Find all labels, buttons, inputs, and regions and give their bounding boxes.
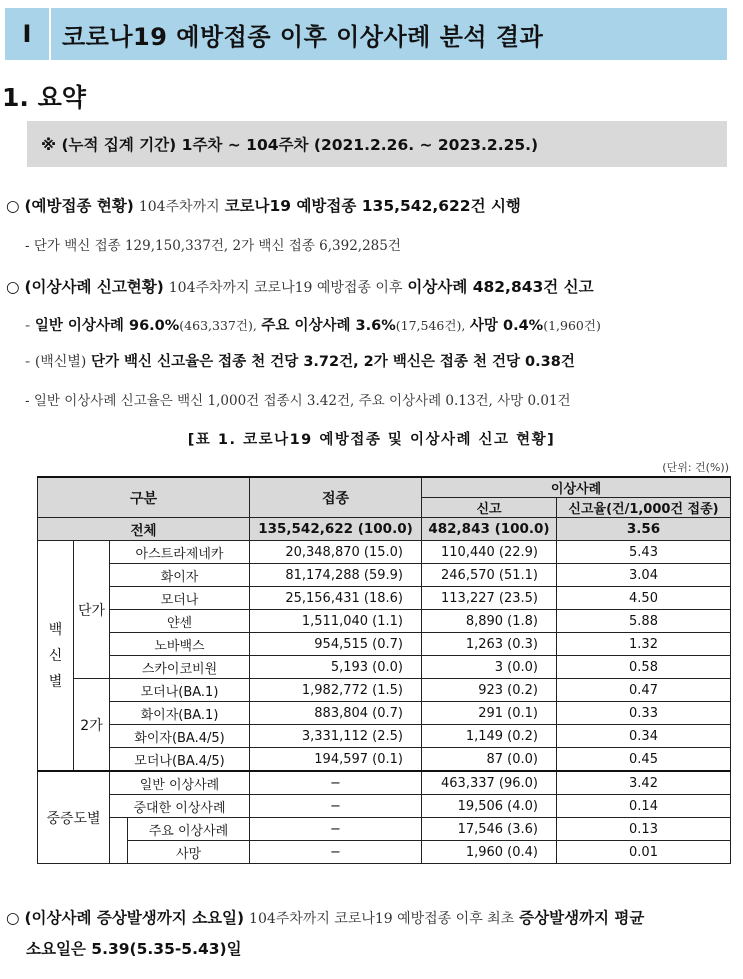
- table-row: [38, 610, 731, 633]
- vaccination-cell: −: [250, 771, 422, 795]
- rate-cell: 1.32: [557, 633, 731, 656]
- report-cell: 17,546 (3.6): [422, 818, 557, 841]
- rate-cell: 0.14: [557, 795, 731, 818]
- general-rate-line: - 일반 이상사례 신고율은 백신 1,000건 접종시 3.42건, 주요 이상사례 0.13건, 사망 0.01건: [25, 393, 571, 409]
- para-label: (이상사례 신고현황): [24, 278, 164, 296]
- report-cell: 246,570 (51.1): [422, 564, 557, 587]
- group-monovalent: 단가: [74, 541, 110, 679]
- general-ae-pct: 일반 이상사례 96.0%: [34, 318, 180, 334]
- rate-cell: 5.43: [557, 541, 731, 564]
- para-mid: 104주차까지 코로나19 예방접종 이후: [168, 280, 403, 296]
- vaccination-cell: 5,193 (0.0): [250, 656, 422, 679]
- period-text: ※ (누적 집계 기간) 1주차 ~ 104주차 (2021.2.26. ~ 2023.2.25.): [41, 136, 539, 154]
- vaccine-rate-line: [25, 350, 575, 371]
- report-cell: 3 (0.0): [422, 656, 557, 679]
- vaccination-cell: 1,982,772 (1.5): [250, 679, 422, 702]
- vaccination-cell: 1,511,040 (1.1): [250, 610, 422, 633]
- total-vaccination: 135,542,622 (100.0): [250, 518, 422, 541]
- death-count: (1,960건): [543, 318, 601, 333]
- table-row: [38, 725, 731, 748]
- table-caption: [표 1. 코로나19 예방접종 및 이상사례 신고 현황]: [187, 432, 556, 448]
- vaccination-status-paragraph: [6, 194, 521, 216]
- dash: -: [25, 318, 31, 334]
- ae-breakdown-line: [25, 314, 601, 335]
- report-cell: 1,149 (0.2): [422, 725, 557, 748]
- para-main: 이상사례 482,843건 신고: [407, 278, 594, 296]
- table-unit: (단위: 건(%)): [662, 461, 729, 474]
- rate-cell: 5.88: [557, 610, 731, 633]
- table-row: [38, 587, 731, 610]
- rate-cell: 0.58: [557, 656, 731, 679]
- table-row: [38, 564, 731, 587]
- indent-cell: [110, 818, 128, 864]
- vaccination-cell: −: [250, 795, 422, 818]
- vaccination-cell: 883,804 (0.7): [250, 702, 422, 725]
- table-row: [38, 795, 731, 818]
- vaccine-rate-main: 단가 백신 신고율은 접종 천 건당 3.72건, 2가 백신은 접종 천 건당 0.38건: [90, 354, 575, 370]
- header-report: 신고: [422, 498, 557, 518]
- para-main-2: 소요일은 5.39(5.35-5.43)일: [26, 940, 242, 958]
- rate-cell: 0.01: [557, 841, 731, 864]
- major-ae-pct: 주요 이상사례 3.6%: [261, 318, 396, 334]
- table-row: [38, 841, 731, 864]
- vaccine-name: 화이자(BA.1): [110, 702, 250, 725]
- vaccine-name: 화이자(BA.4/5): [110, 725, 250, 748]
- major-ae-count: (17,546건),: [395, 318, 466, 333]
- ae-report-paragraph: [6, 275, 594, 297]
- vaccination-cell: 3,331,112 (2.5): [250, 725, 422, 748]
- ae-report-table: [37, 476, 731, 864]
- rate-cell: 0.45: [557, 748, 731, 772]
- vaccine-name: 얀센: [110, 610, 250, 633]
- death-pct: 사망 0.4%: [469, 318, 544, 334]
- section-title: 코로나19 예방접종 이후 이상사례 분석 결과: [62, 22, 544, 51]
- bullet: ○: [6, 909, 20, 927]
- table-row: [38, 541, 731, 564]
- table-row: [38, 771, 731, 795]
- vaccine-name: 모더나(BA.1): [110, 679, 250, 702]
- report-cell: 113,227 (23.5): [422, 587, 557, 610]
- vaccination-cell: 25,156,431 (18.6): [250, 587, 422, 610]
- vaccination-cell: 954,515 (0.7): [250, 633, 422, 656]
- group-bivalent: 2가: [74, 679, 110, 772]
- subsection-title: 1. 요약: [2, 83, 86, 112]
- para-label: (예방접종 현황): [24, 197, 134, 215]
- vaccination-cell: 194,597 (0.1): [250, 748, 422, 772]
- vaccination-cell: −: [250, 841, 422, 864]
- vaccine-name: 노바백스: [110, 633, 250, 656]
- dash: -: [25, 354, 31, 370]
- bullet: ○: [6, 278, 20, 296]
- bullet: ○: [6, 197, 20, 215]
- total-rate: 3.56: [557, 518, 731, 541]
- report-cell: 110,440 (22.9): [422, 541, 557, 564]
- para-main: 코로나19 예방접종 135,542,622건 시행: [224, 197, 521, 215]
- para-mid: 104주차까지: [138, 199, 220, 215]
- rate-cell: 0.47: [557, 679, 731, 702]
- vaccination-cell: 81,174,288 (59.9): [250, 564, 422, 587]
- para-label: (이상사례 증상발생까지 소요일): [24, 909, 245, 927]
- table-row: [38, 702, 731, 725]
- report-cell: 463,337 (96.0): [422, 771, 557, 795]
- vaccine-name: 아스트라제네카: [110, 541, 250, 564]
- report-cell: 8,890 (1.8): [422, 610, 557, 633]
- header-vaccination: 접종: [250, 477, 422, 518]
- rate-cell: 4.50: [557, 587, 731, 610]
- vaccine-rate-label: (백신별): [34, 354, 87, 370]
- rate-cell: 0.34: [557, 725, 731, 748]
- total-report: 482,843 (100.0): [422, 518, 557, 541]
- severity-name: 중대한 이상사례: [110, 795, 250, 818]
- period-box: [27, 121, 727, 167]
- rate-cell: 0.33: [557, 702, 731, 725]
- header-category: 구분: [38, 477, 250, 518]
- severity-name: 주요 이상사례: [128, 818, 250, 841]
- vaccine-name: 모더나: [110, 587, 250, 610]
- group-by-severity: 중증도별: [38, 771, 110, 864]
- table-row: [38, 748, 731, 772]
- table-row: [38, 656, 731, 679]
- vaccine-name: 모더나(BA.4/5): [110, 748, 250, 772]
- para-mid: 104주차까지 코로나19 예방접종 이후 최초: [249, 911, 515, 927]
- rate-cell: 0.13: [557, 818, 731, 841]
- table-row: [38, 818, 731, 841]
- header-rate: 신고율(건/1,000건 접종): [557, 498, 731, 518]
- report-cell: 1,263 (0.3): [422, 633, 557, 656]
- vaccination-cell: 20,348,870 (15.0): [250, 541, 422, 564]
- rate-cell: 3.04: [557, 564, 731, 587]
- group-by-vaccine: 백 신 별: [38, 541, 74, 772]
- report-cell: 87 (0.0): [422, 748, 557, 772]
- table-row: [38, 633, 731, 656]
- severity-name: 일반 이상사례: [110, 771, 250, 795]
- general-ae-count: (463,337건),: [179, 318, 257, 333]
- report-cell: 1,960 (0.4): [422, 841, 557, 864]
- report-cell: 291 (0.1): [422, 702, 557, 725]
- vaccine-name: 스카이코비원: [110, 656, 250, 679]
- total-label: 전체: [38, 518, 250, 541]
- header-adverse-events: 이상사례: [422, 477, 731, 498]
- vaccination-cell: −: [250, 818, 422, 841]
- report-cell: 923 (0.2): [422, 679, 557, 702]
- section-number: Ⅰ: [5, 8, 51, 60]
- onset-days-paragraph: [6, 903, 736, 964]
- severity-name: 사망: [128, 841, 250, 864]
- vaccination-detail: - 단가 백신 접종 129,150,337건, 2가 백신 접종 6,392,285건: [25, 238, 401, 254]
- table-row: [38, 679, 731, 702]
- rate-cell: 3.42: [557, 771, 731, 795]
- vaccine-name: 화이자: [110, 564, 250, 587]
- para-main-1: 증상발생까지 평균: [519, 909, 645, 927]
- report-cell: 19,506 (4.0): [422, 795, 557, 818]
